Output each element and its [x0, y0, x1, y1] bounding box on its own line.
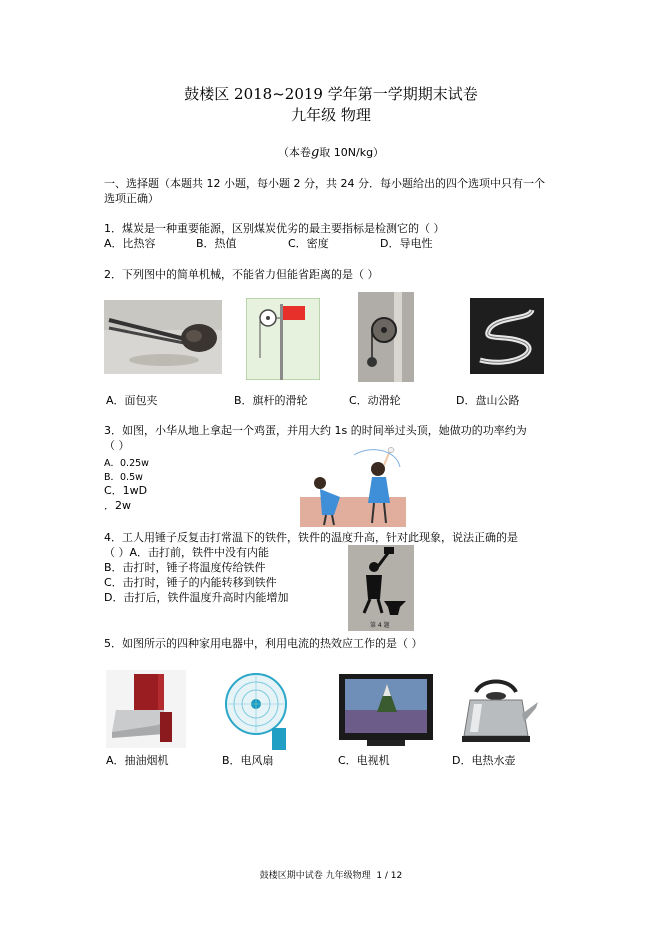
- section-heading-line2: 选项正确）: [104, 192, 159, 205]
- range-hood-photo: [106, 670, 186, 748]
- flagpole-pulley-diagram: [246, 298, 320, 380]
- electric-fan-photo: [222, 668, 294, 752]
- q1-option-b: B．热值: [196, 237, 237, 250]
- q4-option-b: B．击打时，锤子将温度传给铁件: [104, 561, 266, 574]
- q3-stem: 3．如图，小华从地上拿起一个鸡蛋，并用大约 1s 的时间举过头顶，她做功的功率约为: [104, 424, 527, 437]
- q4-option-c: C．击打时，锤子的内能转移到铁件: [104, 576, 277, 589]
- q2-option-d: D．盘山公路: [456, 394, 520, 407]
- note-suffix: 取 10N/kg）: [319, 146, 385, 159]
- q3-option-b: B．0.5w: [104, 472, 143, 483]
- q5-option-a: A．抽油烟机: [106, 754, 169, 767]
- note-prefix: （本卷: [277, 146, 311, 159]
- q1-stem: 1．煤炭是一种重要能源，区别煤炭优劣的最主要指标是检测它的（ ）: [104, 222, 445, 235]
- blacksmith-hammer-illustration: [348, 545, 414, 631]
- q5-stem: 5．如图所示的四种家用电器中，利用电流的热效应工作的是（ ）: [104, 637, 423, 650]
- q4-option-d: D．击打后，铁件温度升高时内能增加: [104, 591, 289, 604]
- girl-lifting-egg-illustration: [300, 447, 406, 527]
- page-number: 1 / 12: [376, 871, 403, 881]
- q3-option-c: C．1wD: [104, 484, 148, 497]
- q5-option-c: C．电视机: [338, 754, 390, 767]
- q4-line2: （ ）A．击打前，铁件中没有内能: [104, 546, 270, 559]
- movable-pulley-photo: [358, 292, 414, 382]
- footer-text: 鼓楼区期中试卷 九年级物理: [259, 871, 371, 881]
- q3-blank: （ ）: [104, 439, 130, 452]
- television-photo: [337, 672, 435, 748]
- q1-option-d: D．导电性: [380, 237, 433, 250]
- note-g: g: [310, 145, 320, 160]
- mountain-road-photo: [470, 298, 544, 374]
- q1-option-c: C．密度: [288, 237, 329, 250]
- q4-figure-label: 第 4 题: [370, 622, 390, 629]
- q2-stem: 2．下列图中的简单机械，不能省力但能省距离的是（ ）: [104, 268, 379, 281]
- q2-option-b: B．旗杆的滑轮: [234, 394, 308, 407]
- section-heading-line1: 一、选择题（本题共 12 小题，每小题 2 分，共 24 分．每小题给出的四个选项中只有一个: [104, 177, 545, 190]
- bread-tongs-photo: [104, 300, 222, 374]
- q1-option-a: A．比热容: [104, 237, 156, 250]
- exam-title: 鼓楼区 2018~2019 学年第一学期期末试卷: [184, 85, 478, 103]
- q3-option-a: A．0.25w: [104, 458, 149, 469]
- q5-option-d: D．电热水壶: [452, 754, 516, 767]
- exam-note: [0, 145, 662, 160]
- q2-option-a: A．面包夹: [106, 394, 158, 407]
- exam-subtitle: 九年级 物理: [291, 106, 371, 124]
- q2-option-c: C．动滑轮: [349, 394, 401, 407]
- page-footer: [0, 868, 662, 881]
- q4-stem: 4．工人用锤子反复击打常温下的铁件，铁件的温度升高，针对此现象，说法正确的是: [104, 531, 518, 544]
- q3-option-d: ．2w: [104, 499, 131, 512]
- q5-option-b: B．电风扇: [222, 754, 274, 767]
- electric-kettle-photo: [452, 670, 540, 748]
